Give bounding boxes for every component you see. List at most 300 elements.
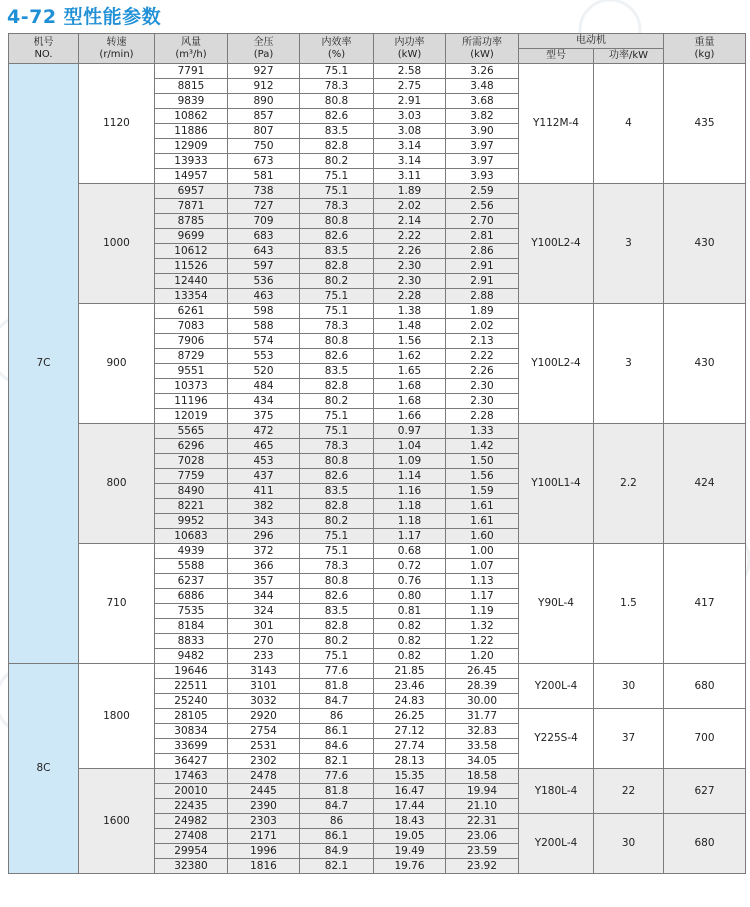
page-title: 4-72 型性能参数 [7, 6, 162, 28]
required-power-cell: 21.10 [446, 799, 519, 814]
header-motor-model: 型号 [519, 49, 594, 64]
required-power-cell: 23.92 [446, 859, 519, 874]
internal-power-cell: 1.56 [374, 334, 446, 349]
efficiency-cell: 82.8 [300, 259, 374, 274]
internal-power-cell: 27.74 [374, 739, 446, 754]
flow-cell: 5565 [155, 424, 228, 439]
fan-number-cell: 7C [9, 64, 79, 664]
efficiency-cell: 80.2 [300, 274, 374, 289]
pressure-cell: 536 [228, 274, 300, 289]
internal-power-cell: 1.18 [374, 499, 446, 514]
flow-cell: 11526 [155, 259, 228, 274]
motor-power-cell: 3 [594, 184, 664, 304]
required-power-cell: 34.05 [446, 754, 519, 769]
pressure-cell: 553 [228, 349, 300, 364]
internal-power-cell: 1.68 [374, 394, 446, 409]
weight-cell: 417 [664, 544, 746, 664]
required-power-cell: 3.68 [446, 94, 519, 109]
flow-cell: 12909 [155, 139, 228, 154]
header-weight: 重量 (kg) [664, 34, 746, 64]
efficiency-cell: 80.8 [300, 94, 374, 109]
pressure-cell: 857 [228, 109, 300, 124]
pressure-cell: 375 [228, 409, 300, 424]
flow-cell: 36427 [155, 754, 228, 769]
internal-power-cell: 2.91 [374, 94, 446, 109]
flow-cell: 6886 [155, 589, 228, 604]
required-power-cell: 23.59 [446, 844, 519, 859]
efficiency-cell: 83.5 [300, 244, 374, 259]
internal-power-cell: 0.82 [374, 619, 446, 634]
internal-power-cell: 1.04 [374, 439, 446, 454]
pressure-cell: 465 [228, 439, 300, 454]
table-row [9, 544, 746, 559]
table-row [9, 184, 746, 199]
efficiency-cell: 86 [300, 709, 374, 724]
internal-power-cell: 2.14 [374, 214, 446, 229]
efficiency-cell: 78.3 [300, 439, 374, 454]
internal-power-cell: 2.02 [374, 199, 446, 214]
internal-power-cell: 2.26 [374, 244, 446, 259]
flow-cell: 8833 [155, 634, 228, 649]
flow-cell: 8490 [155, 484, 228, 499]
internal-power-cell: 1.38 [374, 304, 446, 319]
flow-cell: 10612 [155, 244, 228, 259]
table-row [9, 664, 746, 679]
pressure-cell: 598 [228, 304, 300, 319]
required-power-cell: 2.22 [446, 349, 519, 364]
efficiency-cell: 84.9 [300, 844, 374, 859]
flow-cell: 6296 [155, 439, 228, 454]
required-power-cell: 26.45 [446, 664, 519, 679]
flow-cell: 28105 [155, 709, 228, 724]
pressure-cell: 1816 [228, 859, 300, 874]
pressure-cell: 344 [228, 589, 300, 604]
flow-cell: 8785 [155, 214, 228, 229]
internal-power-cell: 24.83 [374, 694, 446, 709]
internal-power-cell: 0.82 [374, 634, 446, 649]
pressure-cell: 3143 [228, 664, 300, 679]
efficiency-cell: 80.8 [300, 334, 374, 349]
required-power-cell: 2.56 [446, 199, 519, 214]
internal-power-cell: 0.97 [374, 424, 446, 439]
internal-power-cell: 1.48 [374, 319, 446, 334]
internal-power-cell: 19.76 [374, 859, 446, 874]
required-power-cell: 1.61 [446, 499, 519, 514]
weight-cell: 430 [664, 304, 746, 424]
motor-power-cell: 2.2 [594, 424, 664, 544]
flow-cell: 6957 [155, 184, 228, 199]
efficiency-cell: 84.6 [300, 739, 374, 754]
flow-cell: 8221 [155, 499, 228, 514]
speed-cell: 800 [79, 424, 155, 544]
efficiency-cell: 82.8 [300, 139, 374, 154]
weight-cell: 680 [664, 814, 746, 874]
header-motor: 电动机 [519, 34, 664, 49]
pressure-cell: 574 [228, 334, 300, 349]
efficiency-cell: 78.3 [300, 559, 374, 574]
motor-power-cell: 30 [594, 814, 664, 874]
required-power-cell: 3.26 [446, 64, 519, 79]
pressure-cell: 2390 [228, 799, 300, 814]
pressure-cell: 727 [228, 199, 300, 214]
internal-power-cell: 1.14 [374, 469, 446, 484]
required-power-cell: 18.58 [446, 769, 519, 784]
speed-cell: 900 [79, 304, 155, 424]
pressure-cell: 2531 [228, 739, 300, 754]
pressure-cell: 2302 [228, 754, 300, 769]
efficiency-cell: 82.1 [300, 859, 374, 874]
required-power-cell: 31.77 [446, 709, 519, 724]
flow-cell: 7791 [155, 64, 228, 79]
internal-power-cell: 17.44 [374, 799, 446, 814]
required-power-cell: 2.91 [446, 274, 519, 289]
pressure-cell: 3032 [228, 694, 300, 709]
pressure-cell: 3101 [228, 679, 300, 694]
efficiency-cell: 81.8 [300, 679, 374, 694]
efficiency-cell: 86 [300, 814, 374, 829]
pressure-cell: 366 [228, 559, 300, 574]
efficiency-cell: 82.6 [300, 349, 374, 364]
efficiency-cell: 80.8 [300, 214, 374, 229]
flow-cell: 17463 [155, 769, 228, 784]
flow-cell: 33699 [155, 739, 228, 754]
flow-cell: 9952 [155, 514, 228, 529]
required-power-cell: 3.97 [446, 154, 519, 169]
internal-power-cell: 0.81 [374, 604, 446, 619]
flow-cell: 10862 [155, 109, 228, 124]
required-power-cell: 3.93 [446, 169, 519, 184]
efficiency-cell: 75.1 [300, 289, 374, 304]
required-power-cell: 1.20 [446, 649, 519, 664]
required-power-cell: 1.32 [446, 619, 519, 634]
pressure-cell: 2445 [228, 784, 300, 799]
required-power-cell: 2.88 [446, 289, 519, 304]
internal-power-cell: 0.82 [374, 649, 446, 664]
pressure-cell: 2920 [228, 709, 300, 724]
fan-number-cell: 8C [9, 664, 79, 874]
internal-power-cell: 3.14 [374, 139, 446, 154]
pressure-cell: 472 [228, 424, 300, 439]
required-power-cell: 1.89 [446, 304, 519, 319]
header-flow: 风量 (m³/h) [155, 34, 228, 64]
flow-cell: 8184 [155, 619, 228, 634]
flow-cell: 10683 [155, 529, 228, 544]
motor-power-cell: 4 [594, 64, 664, 184]
motor-power-cell: 30 [594, 664, 664, 709]
table-body [9, 64, 746, 874]
internal-power-cell: 2.30 [374, 259, 446, 274]
required-power-cell: 2.30 [446, 394, 519, 409]
required-power-cell: 2.30 [446, 379, 519, 394]
flow-cell: 22511 [155, 679, 228, 694]
required-power-cell: 1.22 [446, 634, 519, 649]
required-power-cell: 2.28 [446, 409, 519, 424]
internal-power-cell: 2.30 [374, 274, 446, 289]
flow-cell: 22435 [155, 799, 228, 814]
flow-cell: 12440 [155, 274, 228, 289]
header-pressure: 全压 (Pa) [228, 34, 300, 64]
internal-power-cell: 3.08 [374, 124, 446, 139]
flow-cell: 19646 [155, 664, 228, 679]
internal-power-cell: 3.11 [374, 169, 446, 184]
efficiency-cell: 80.2 [300, 634, 374, 649]
efficiency-cell: 81.8 [300, 784, 374, 799]
internal-power-cell: 15.35 [374, 769, 446, 784]
efficiency-cell: 75.1 [300, 184, 374, 199]
efficiency-cell: 80.8 [300, 574, 374, 589]
flow-cell: 7759 [155, 469, 228, 484]
efficiency-cell: 82.1 [300, 754, 374, 769]
pressure-cell: 2303 [228, 814, 300, 829]
internal-power-cell: 1.89 [374, 184, 446, 199]
efficiency-cell: 84.7 [300, 799, 374, 814]
efficiency-cell: 80.8 [300, 454, 374, 469]
efficiency-cell: 82.8 [300, 619, 374, 634]
pressure-cell: 2478 [228, 769, 300, 784]
required-power-cell: 1.00 [446, 544, 519, 559]
internal-power-cell: 2.58 [374, 64, 446, 79]
performance-table [8, 33, 746, 874]
internal-power-cell: 1.68 [374, 379, 446, 394]
required-power-cell: 19.94 [446, 784, 519, 799]
internal-power-cell: 0.76 [374, 574, 446, 589]
header-internal-power: 内功率 (kW) [374, 34, 446, 64]
pressure-cell: 434 [228, 394, 300, 409]
speed-cell: 1800 [79, 664, 155, 769]
required-power-cell: 2.70 [446, 214, 519, 229]
efficiency-cell: 82.6 [300, 109, 374, 124]
internal-power-cell: 2.22 [374, 229, 446, 244]
motor-power-cell: 37 [594, 709, 664, 769]
flow-cell: 6261 [155, 304, 228, 319]
required-power-cell: 23.06 [446, 829, 519, 844]
table-row [9, 769, 746, 784]
pressure-cell: 296 [228, 529, 300, 544]
required-power-cell: 3.48 [446, 79, 519, 94]
pressure-cell: 357 [228, 574, 300, 589]
speed-cell: 710 [79, 544, 155, 664]
flow-cell: 32380 [155, 859, 228, 874]
efficiency-cell: 80.2 [300, 514, 374, 529]
required-power-cell: 1.17 [446, 589, 519, 604]
efficiency-cell: 83.5 [300, 124, 374, 139]
flow-cell: 30834 [155, 724, 228, 739]
efficiency-cell: 82.6 [300, 229, 374, 244]
pressure-cell: 1996 [228, 844, 300, 859]
pressure-cell: 643 [228, 244, 300, 259]
efficiency-cell: 80.2 [300, 154, 374, 169]
header-motor-power: 功率/kW [594, 49, 664, 64]
pressure-cell: 372 [228, 544, 300, 559]
pressure-cell: 411 [228, 484, 300, 499]
flow-cell: 29954 [155, 844, 228, 859]
required-power-cell: 2.02 [446, 319, 519, 334]
pressure-cell: 324 [228, 604, 300, 619]
required-power-cell: 2.13 [446, 334, 519, 349]
internal-power-cell: 0.80 [374, 589, 446, 604]
internal-power-cell: 26.25 [374, 709, 446, 724]
required-power-cell: 1.50 [446, 454, 519, 469]
flow-cell: 13354 [155, 289, 228, 304]
internal-power-cell: 0.68 [374, 544, 446, 559]
motor-model-cell: Y90L-4 [519, 544, 594, 664]
motor-model-cell: Y100L1-4 [519, 424, 594, 544]
pressure-cell: 673 [228, 154, 300, 169]
pressure-cell: 520 [228, 364, 300, 379]
internal-power-cell: 23.46 [374, 679, 446, 694]
efficiency-cell: 82.8 [300, 379, 374, 394]
pressure-cell: 581 [228, 169, 300, 184]
required-power-cell: 3.97 [446, 139, 519, 154]
flow-cell: 9482 [155, 649, 228, 664]
efficiency-cell: 82.6 [300, 469, 374, 484]
flow-cell: 8729 [155, 349, 228, 364]
motor-model-cell: Y180L-4 [519, 769, 594, 814]
speed-cell: 1000 [79, 184, 155, 304]
flow-cell: 7535 [155, 604, 228, 619]
efficiency-cell: 77.6 [300, 664, 374, 679]
motor-model-cell: Y225S-4 [519, 709, 594, 769]
flow-cell: 5588 [155, 559, 228, 574]
flow-cell: 7871 [155, 199, 228, 214]
pressure-cell: 453 [228, 454, 300, 469]
flow-cell: 9551 [155, 364, 228, 379]
pressure-cell: 233 [228, 649, 300, 664]
internal-power-cell: 28.13 [374, 754, 446, 769]
required-power-cell: 2.59 [446, 184, 519, 199]
efficiency-cell: 84.7 [300, 694, 374, 709]
weight-cell: 424 [664, 424, 746, 544]
efficiency-cell: 83.5 [300, 364, 374, 379]
efficiency-cell: 86.1 [300, 724, 374, 739]
motor-power-cell: 1.5 [594, 544, 664, 664]
efficiency-cell: 80.2 [300, 394, 374, 409]
weight-cell: 627 [664, 769, 746, 814]
header-required-power: 所需功率 (kW) [446, 34, 519, 64]
flow-cell: 11886 [155, 124, 228, 139]
speed-cell: 1600 [79, 769, 155, 874]
internal-power-cell: 1.65 [374, 364, 446, 379]
required-power-cell: 1.13 [446, 574, 519, 589]
table-row [9, 64, 746, 79]
weight-cell: 680 [664, 664, 746, 709]
required-power-cell: 1.33 [446, 424, 519, 439]
efficiency-cell: 75.1 [300, 304, 374, 319]
weight-cell: 700 [664, 709, 746, 769]
pressure-cell: 597 [228, 259, 300, 274]
required-power-cell: 1.60 [446, 529, 519, 544]
internal-power-cell: 1.62 [374, 349, 446, 364]
internal-power-cell: 19.05 [374, 829, 446, 844]
flow-cell: 4939 [155, 544, 228, 559]
flow-cell: 14957 [155, 169, 228, 184]
efficiency-cell: 75.1 [300, 64, 374, 79]
efficiency-cell: 78.3 [300, 79, 374, 94]
required-power-cell: 32.83 [446, 724, 519, 739]
weight-cell: 435 [664, 64, 746, 184]
header-speed: 转速 (r/min) [79, 34, 155, 64]
pressure-cell: 709 [228, 214, 300, 229]
speed-cell: 1120 [79, 64, 155, 184]
efficiency-cell: 75.1 [300, 169, 374, 184]
pressure-cell: 463 [228, 289, 300, 304]
pressure-cell: 807 [228, 124, 300, 139]
required-power-cell: 2.91 [446, 259, 519, 274]
pressure-cell: 927 [228, 64, 300, 79]
required-power-cell: 33.58 [446, 739, 519, 754]
required-power-cell: 2.81 [446, 229, 519, 244]
efficiency-cell: 83.5 [300, 604, 374, 619]
efficiency-cell: 86.1 [300, 829, 374, 844]
flow-cell: 6237 [155, 574, 228, 589]
motor-power-cell: 3 [594, 304, 664, 424]
pressure-cell: 683 [228, 229, 300, 244]
internal-power-cell: 3.14 [374, 154, 446, 169]
efficiency-cell: 75.1 [300, 529, 374, 544]
internal-power-cell: 2.28 [374, 289, 446, 304]
flow-cell: 7028 [155, 454, 228, 469]
efficiency-cell: 83.5 [300, 484, 374, 499]
internal-power-cell: 1.66 [374, 409, 446, 424]
internal-power-cell: 1.17 [374, 529, 446, 544]
flow-cell: 11196 [155, 394, 228, 409]
pressure-cell: 912 [228, 79, 300, 94]
motor-model-cell: Y100L2-4 [519, 304, 594, 424]
required-power-cell: 22.31 [446, 814, 519, 829]
motor-model-cell: Y100L2-4 [519, 184, 594, 304]
efficiency-cell: 75.1 [300, 544, 374, 559]
efficiency-cell: 77.6 [300, 769, 374, 784]
required-power-cell: 28.39 [446, 679, 519, 694]
pressure-cell: 301 [228, 619, 300, 634]
flow-cell: 20010 [155, 784, 228, 799]
efficiency-cell: 75.1 [300, 649, 374, 664]
motor-model-cell: Y112M-4 [519, 64, 594, 184]
flow-cell: 7906 [155, 334, 228, 349]
motor-power-cell: 22 [594, 769, 664, 814]
efficiency-cell: 78.3 [300, 199, 374, 214]
header-efficiency: 内效率 (%) [300, 34, 374, 64]
pressure-cell: 588 [228, 319, 300, 334]
internal-power-cell: 27.12 [374, 724, 446, 739]
required-power-cell: 2.86 [446, 244, 519, 259]
efficiency-cell: 75.1 [300, 409, 374, 424]
required-power-cell: 1.19 [446, 604, 519, 619]
pressure-cell: 484 [228, 379, 300, 394]
pressure-cell: 437 [228, 469, 300, 484]
internal-power-cell: 1.18 [374, 514, 446, 529]
flow-cell: 13933 [155, 154, 228, 169]
weight-cell: 430 [664, 184, 746, 304]
internal-power-cell: 19.49 [374, 844, 446, 859]
motor-model-cell: Y200L-4 [519, 814, 594, 874]
flow-cell: 25240 [155, 694, 228, 709]
required-power-cell: 1.56 [446, 469, 519, 484]
table-row [9, 424, 746, 439]
table-row [9, 304, 746, 319]
flow-cell: 27408 [155, 829, 228, 844]
required-power-cell: 1.42 [446, 439, 519, 454]
pressure-cell: 270 [228, 634, 300, 649]
pressure-cell: 2754 [228, 724, 300, 739]
motor-model-cell: Y200L-4 [519, 664, 594, 709]
required-power-cell: 1.61 [446, 514, 519, 529]
internal-power-cell: 1.09 [374, 454, 446, 469]
flow-cell: 24982 [155, 814, 228, 829]
efficiency-cell: 82.6 [300, 589, 374, 604]
flow-cell: 7083 [155, 319, 228, 334]
pressure-cell: 890 [228, 94, 300, 109]
